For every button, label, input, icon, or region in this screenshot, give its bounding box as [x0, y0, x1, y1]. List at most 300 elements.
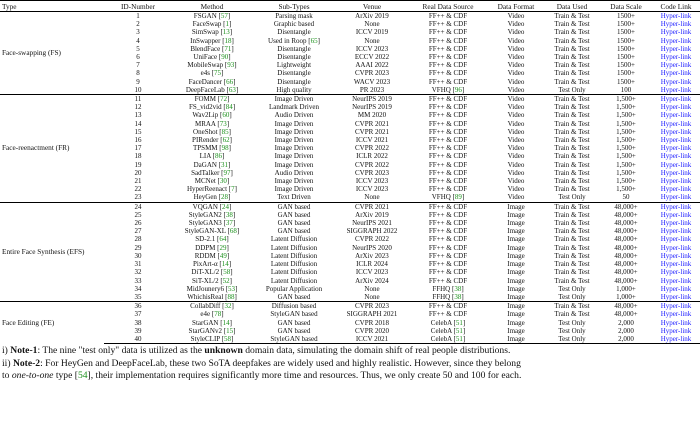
code-hyperlink[interactable]: Hyper-link [660, 111, 692, 120]
note-1-prefix: i) [2, 345, 11, 357]
cell-id: 18 [134, 152, 142, 161]
subtype-text: Latent Diffusion [270, 260, 318, 269]
cell-real-source: CelebA [51] [430, 326, 466, 335]
subtype-text: Latent Diffusion [270, 243, 318, 252]
cell-data-used: Train & Test [554, 77, 590, 86]
code-hyperlink[interactable]: Hyper-link [660, 160, 692, 169]
method-name: e4s [200, 69, 210, 78]
method-citation[interactable]: 71 [224, 44, 232, 53]
cell-id: 26 [134, 219, 142, 228]
real-source-text: FF++ & CDF [428, 36, 468, 45]
code-hyperlink[interactable]: Hyper-link [660, 152, 692, 161]
cell-real-source [408, 28, 488, 36]
cell-subtype [252, 244, 336, 252]
cell-subtype [252, 202, 336, 211]
code-hyperlink[interactable]: Hyper-link [652, 302, 700, 311]
cell-data-scale: 100 [620, 85, 632, 94]
cell-subtype [252, 327, 336, 335]
method-name: PixArt-α [192, 260, 218, 269]
real-source-citation[interactable]: 38 [454, 292, 462, 301]
cell-subtype [252, 12, 336, 21]
method-citation[interactable]: 97 [223, 168, 231, 177]
method-name: SadTalker [191, 168, 220, 177]
method-citation[interactable]: 64 [219, 235, 227, 244]
cell-venue: ArXiv 2024 [355, 276, 389, 285]
cell-data-used: Test Only [558, 326, 586, 335]
subtype-text: Audio Driven [274, 111, 314, 120]
cell-method: FSGAN [57] [172, 12, 252, 21]
cell-method: HeyGen [28] [193, 193, 231, 202]
cell-method: MidJounery6 [53] [186, 284, 238, 293]
cell-venue: ICLR 2024 [356, 260, 388, 269]
cell-method: StarGAN [14] [192, 318, 232, 327]
method-citation[interactable]: 57 [220, 12, 228, 20]
table-row [0, 120, 700, 128]
cell-data-scale: 1,000+ [616, 292, 636, 301]
cell-id: 20 [134, 168, 142, 177]
cell-method: BlendFace [71] [190, 44, 234, 53]
cell-id: 15 [134, 127, 142, 136]
cell-id: 37 [134, 310, 142, 319]
method-citation[interactable]: 58 [223, 268, 231, 277]
real-source-text: FF++ & CDF [428, 95, 468, 104]
cell-subtype [252, 136, 336, 144]
method-citation[interactable]: 49 [219, 251, 227, 260]
subtype-text: Audio Driven [274, 168, 314, 177]
method-name: StyleGAN2 [188, 210, 222, 219]
cell-data-used: Train & Test [554, 260, 590, 269]
method-citation[interactable]: 38 [225, 210, 233, 219]
cell-data-used: Test Only [558, 85, 586, 94]
cell-real-source: CelebA [51] [430, 318, 466, 327]
real-source-citation[interactable]: 96 [454, 85, 462, 94]
method-citation[interactable]: 68 [229, 227, 237, 236]
method-citation[interactable]: 62 [222, 136, 230, 145]
code-hyperlink[interactable]: Hyper-link [660, 136, 692, 145]
cell-subtype [252, 211, 336, 219]
cell-real-source [408, 120, 488, 128]
cell-id: 24 [104, 202, 172, 211]
cell-method: HyperReenact [7] [187, 185, 237, 194]
cell-real-source [408, 202, 488, 211]
subtype-text: Latent Diffusion [270, 235, 318, 244]
code-hyperlink[interactable]: Hyper-link [660, 185, 692, 194]
subtype-text: Latent Diffusion [270, 268, 318, 277]
table-row [0, 37, 700, 45]
cell-data-format: Image [507, 260, 525, 269]
code-hyperlink[interactable]: Hyper-link [660, 61, 692, 70]
method-citation[interactable]: 37 [225, 219, 233, 228]
cell-subtype [252, 193, 336, 202]
cell-real-source [408, 177, 488, 185]
cell-id: 31 [134, 260, 142, 269]
cell-venue: SIGGRAPH 2022 [346, 227, 398, 236]
code-hyperlink[interactable]: Hyper-link [660, 119, 692, 128]
cell-real-source [408, 103, 488, 111]
code-hyperlink[interactable]: Hyper-link [660, 44, 692, 53]
cell-data-format: Image [488, 302, 544, 311]
cell-real-source [408, 144, 488, 152]
table-row [0, 277, 700, 285]
real-source-citation[interactable]: 38 [454, 284, 462, 293]
cell-data-scale: 48,000+ [614, 251, 638, 260]
method-citation[interactable]: 14 [221, 260, 229, 269]
cell-data-format: Video [507, 61, 525, 70]
cell-data-format: Image [488, 335, 544, 344]
cell-real-source [408, 211, 488, 219]
method-name: StarGAN [192, 318, 219, 327]
note-2-label: Note-2 [12, 357, 41, 369]
method-citation[interactable]: 84 [225, 103, 233, 112]
real-source-text: FF++ & CDF [428, 111, 468, 120]
table-row [0, 161, 700, 169]
cell-real-source [408, 252, 488, 260]
cell-venue: WACV 2023 [353, 77, 391, 86]
cell-venue: None [364, 292, 380, 301]
note-2-text-b-pre: to [2, 370, 12, 382]
real-source-text: FF++ & CDF [428, 61, 468, 70]
cell-method: UniFace [90] [193, 53, 231, 62]
table-row [0, 152, 700, 160]
method-citation[interactable]: 53 [228, 284, 236, 293]
cell-method: WhichisReal [88] [187, 292, 237, 301]
cell-id: 40 [104, 335, 172, 344]
real-source-text: VFHQ [431, 193, 451, 202]
cell-method: DaGAN [31] [193, 160, 231, 169]
cell-data-scale: 50 [622, 193, 630, 202]
cell-data-used: Train & Test [554, 144, 590, 153]
cell-real-source [408, 169, 488, 177]
method-name: FS_vid2vid [188, 103, 222, 112]
method-citation[interactable]: 78 [214, 310, 222, 319]
cell-method: StyleGAN3 [37] [188, 219, 236, 228]
header-method: Method [172, 1, 252, 12]
method-citation[interactable]: 90 [221, 53, 229, 62]
method-citation[interactable]: 15 [226, 326, 234, 335]
header-venue: Venue [336, 1, 408, 12]
real-source-text: FF++ & CDF [428, 235, 468, 244]
cell-real-source [408, 69, 488, 77]
code-hyperlink[interactable]: Hyper-link [652, 335, 700, 344]
method-citation[interactable]: 13 [222, 28, 230, 37]
cell-data-scale: 1,500+ [616, 136, 636, 145]
method-citation[interactable]: 93 [227, 61, 235, 70]
cell-data-format: Video [507, 160, 525, 169]
subtype-text: GAN based [277, 292, 311, 301]
cell-data-scale: 1500+ [617, 44, 635, 53]
cell-data-used: Train & Test [554, 177, 590, 186]
cell-method: DeepFaceLab [63] [185, 85, 239, 94]
cell-data-scale: 2,000 [618, 318, 634, 327]
cell-id: 16 [134, 136, 142, 145]
cell-id: 11 [104, 95, 172, 104]
method-name: SiT-XL/2 [191, 276, 219, 285]
code-hyperlink[interactable]: Hyper-link [660, 168, 692, 177]
cell-method: FOMM [72] [172, 95, 252, 104]
cell-id: 28 [134, 235, 142, 244]
cell-real-source [408, 12, 488, 21]
method-citation[interactable]: 28 [221, 193, 229, 202]
real-source-text: FF++ & CDF [428, 136, 468, 145]
subtype-text: Image Driven [274, 136, 314, 145]
method-citation[interactable]: 72 [220, 95, 228, 104]
code-hyperlink[interactable]: Hyper-link [660, 243, 692, 252]
cell-id: 13 [134, 111, 142, 120]
cell-data-format: Video [488, 12, 544, 21]
cell-method: MCNet [30] [194, 177, 230, 186]
cell-data-format: Video [507, 193, 525, 202]
subtype-text: StyleGAN based [270, 310, 318, 319]
table-row [0, 69, 700, 77]
code-hyperlink[interactable]: Hyper-link [660, 227, 692, 236]
note-2-citation[interactable]: 54 [77, 370, 88, 382]
cell-data-scale: 1,000+ [616, 284, 636, 293]
note-1-bold: unknown [204, 345, 243, 357]
cell-data-used: Train & Test [554, 28, 590, 37]
cell-id: 4 [136, 36, 140, 45]
cell-venue: CVPR 2021 [354, 127, 390, 136]
method-citation[interactable]: 86 [215, 152, 223, 161]
method-name: DaGAN [193, 160, 217, 169]
cell-venue: ArXiv 2019 [336, 12, 408, 21]
cell-data-scale: 48,000+ [614, 243, 638, 252]
code-hyperlink[interactable]: Hyper-link [652, 202, 700, 211]
cell-subtype: Used in Roop [65] [268, 36, 320, 45]
cell-data-used: Train & Test [554, 210, 590, 219]
table-row [0, 327, 700, 335]
note-2-cont [2, 370, 640, 383]
cell-subtype [252, 319, 336, 327]
code-hyperlink[interactable]: Hyper-link [660, 20, 692, 29]
real-source-text: FF++ & CDF [428, 243, 468, 252]
code-hyperlink[interactable]: Hyper-link [660, 28, 692, 37]
method-citation[interactable]: 66 [226, 77, 234, 86]
cell-venue: NeurIPS 2021 [352, 219, 392, 228]
method-citation[interactable]: 85 [221, 127, 229, 136]
code-hyperlink[interactable]: Hyper-link [660, 284, 692, 293]
real-source-citation[interactable]: 51 [455, 334, 463, 343]
table-row [0, 310, 700, 318]
cell-real-source [408, 185, 488, 193]
method-citation[interactable]: 18 [224, 36, 232, 45]
cell-real-source [408, 53, 488, 61]
cell-id: 21 [134, 177, 142, 186]
code-hyperlink[interactable]: Hyper-link [652, 12, 700, 21]
cell-method: InSwapper [18] [190, 36, 234, 45]
code-hyperlink[interactable]: Hyper-link [660, 177, 692, 186]
cell-real-source [408, 235, 488, 243]
cell-real-source [408, 78, 488, 86]
table-row [0, 252, 700, 260]
cell-data-used: Train & Test [554, 276, 590, 285]
method-citation[interactable]: 88 [227, 292, 235, 301]
cell-data-used: Train & Test [554, 268, 590, 277]
table-row [0, 20, 700, 28]
subtype-text: Landmark Driven [269, 103, 319, 112]
cell-data-format: Video [507, 119, 525, 128]
method-citation[interactable]: 30 [219, 177, 227, 186]
code-hyperlink[interactable]: Hyper-link [660, 36, 692, 45]
cell-data-used: Train & Test [554, 103, 590, 112]
cell-data-format: Video [507, 136, 525, 145]
method-citation[interactable]: 98 [221, 144, 229, 153]
code-hyperlink[interactable]: Hyper-link [660, 85, 692, 94]
cell-venue: ICCV 2021 [336, 335, 408, 344]
cell-method: OneShot [85] [193, 127, 231, 136]
subtype-text: Disentangle [277, 28, 311, 37]
method-citation[interactable]: 58 [224, 334, 232, 343]
cell-subtype [252, 185, 336, 193]
cell-subtype [252, 293, 336, 302]
method-name: FSGAN [193, 12, 217, 20]
code-hyperlink[interactable]: Hyper-link [660, 251, 692, 260]
cell-data-used: Train & Test [544, 202, 600, 211]
code-hyperlink[interactable]: Hyper-link [660, 127, 692, 136]
cell-subtype [252, 252, 336, 260]
method-name: VQGAN [192, 202, 218, 211]
table-row [0, 219, 700, 227]
method-citation[interactable]: 7 [231, 185, 235, 194]
cell-method: FaceDancer [66] [188, 77, 236, 86]
method-citation[interactable]: 73 [219, 119, 227, 128]
cell-venue: SIGGRAPH 2021 [346, 310, 398, 319]
cell-real-source: FFHQ [38] [432, 292, 464, 301]
cell-real-source [408, 128, 488, 136]
real-source-citation[interactable]: 51 [455, 326, 463, 335]
method-citation[interactable]: 52 [222, 276, 230, 285]
subtype-text: Image Driven [274, 95, 314, 104]
cell-subtype [252, 302, 336, 311]
method-citation[interactable]: 32 [224, 302, 232, 311]
cell-method: SiT-XL/2 [52] [191, 276, 232, 285]
code-hyperlink[interactable]: Hyper-link [660, 210, 692, 219]
code-hyperlink[interactable]: Hyper-link [660, 103, 692, 112]
code-hyperlink[interactable]: Hyper-link [660, 235, 692, 244]
method-citation[interactable]: 29 [219, 243, 227, 252]
cell-id: 6 [136, 53, 140, 62]
code-hyperlink[interactable]: Hyper-link [660, 292, 692, 301]
code-hyperlink[interactable]: Hyper-link [660, 260, 692, 269]
cell-venue: ICCV 2019 [355, 28, 389, 37]
subtype-citation[interactable]: 65 [310, 36, 318, 45]
cell-data-format: Video [507, 36, 525, 45]
real-source-text: FFHQ [432, 284, 451, 293]
method-citation[interactable]: 63 [228, 85, 236, 94]
method-citation[interactable]: 31 [221, 160, 229, 169]
real-source-text: FF++ & CDF [428, 127, 468, 136]
code-hyperlink[interactable]: Hyper-link [660, 310, 692, 319]
cell-real-source [408, 37, 488, 45]
note-1 [2, 345, 640, 358]
note-1-text-a: : The nine "test only" data is utilized as the [37, 345, 205, 357]
code-hyperlink[interactable]: Hyper-link [660, 69, 692, 78]
subtype-text: Disentangle [277, 44, 311, 53]
cell-real-source [408, 277, 488, 285]
cell-subtype [252, 20, 336, 28]
code-hyperlink[interactable]: Hyper-link [660, 193, 692, 202]
cell-data-used: Train & Test [554, 127, 590, 136]
cell-real-source [408, 136, 488, 144]
cell-id: 27 [134, 227, 142, 236]
cell-id: 29 [134, 243, 142, 252]
method-citation[interactable]: 14 [222, 318, 230, 327]
cell-method: SimSwap [13] [191, 28, 233, 37]
cell-real-source [408, 227, 488, 235]
cell-data-format: Video [507, 28, 525, 37]
table-row [0, 268, 700, 276]
code-hyperlink[interactable]: Hyper-link [660, 268, 692, 277]
cell-venue: ICCV 2021 [355, 136, 389, 145]
cell-method: LIA [86] [199, 152, 225, 161]
code-hyperlink[interactable]: Hyper-link [660, 276, 692, 285]
code-hyperlink[interactable]: Hyper-link [652, 95, 700, 104]
cell-id: 7 [136, 61, 140, 70]
code-hyperlink[interactable]: Hyper-link [660, 318, 692, 327]
subtype-text: Latent Diffusion [270, 251, 318, 260]
cell-subtype [252, 128, 336, 136]
cell-method: e4s [75] [200, 69, 224, 78]
cell-data-scale: 1500+ [617, 20, 635, 29]
method-citation[interactable]: 60 [222, 111, 230, 120]
note-1-text-b: domain data, simulating the domain shift of real people distributions. [242, 345, 511, 357]
real-source-citation[interactable]: 89 [454, 193, 462, 202]
cell-subtype [252, 161, 336, 169]
cell-id: 8 [136, 69, 140, 78]
real-source-text: FF++ & CDF [428, 160, 468, 169]
subtype-text: GAN based [277, 326, 311, 335]
subtype-text: Popular Application [265, 284, 323, 293]
cell-venue: PR 2023 [359, 85, 385, 94]
cell-real-source: CelebA [51] [408, 335, 488, 344]
cell-venue: None [364, 20, 380, 29]
cell-id: 10 [134, 85, 142, 94]
code-hyperlink[interactable]: Hyper-link [660, 219, 692, 228]
real-source-text: FF++ & CDF [428, 69, 468, 78]
cell-data-format: Image [507, 268, 525, 277]
cell-real-source [408, 268, 488, 276]
method-citation[interactable]: 75 [214, 69, 222, 78]
subtype-text: GAN based [277, 202, 311, 211]
real-source-text: FF++ & CDF [428, 144, 468, 153]
real-source-text: CelebA [430, 326, 452, 335]
cell-subtype [252, 111, 336, 119]
code-hyperlink[interactable]: Hyper-link [660, 53, 692, 62]
real-source-citation[interactable]: 51 [455, 318, 463, 327]
note-2 [2, 358, 640, 371]
table-row [0, 260, 700, 268]
cell-data-used: Test Only [558, 284, 586, 293]
header-type: Type [0, 1, 104, 12]
method-citation[interactable]: 1 [225, 20, 230, 29]
cell-real-source: VFHQ [89] [431, 193, 465, 202]
code-hyperlink[interactable]: Hyper-link [660, 77, 692, 86]
cell-method: PIRender [62] [192, 136, 232, 145]
cell-subtype [252, 277, 336, 285]
table-row [0, 128, 700, 136]
real-source-text: FF++ & CDF [428, 260, 468, 269]
cell-id: 3 [136, 28, 140, 37]
code-hyperlink[interactable]: Hyper-link [660, 326, 692, 335]
table-group [0, 12, 700, 95]
subtype-text: Latent Diffusion [270, 276, 318, 285]
real-source-text: FF++ & CDF [428, 152, 468, 161]
real-source-text: FF++ & CDF [428, 53, 468, 62]
table-row [0, 185, 700, 193]
subtype-text: StyleGAN based [270, 334, 318, 343]
cell-subtype [252, 45, 336, 53]
code-hyperlink[interactable]: Hyper-link [660, 144, 692, 153]
method-citation[interactable]: 24 [222, 202, 230, 211]
